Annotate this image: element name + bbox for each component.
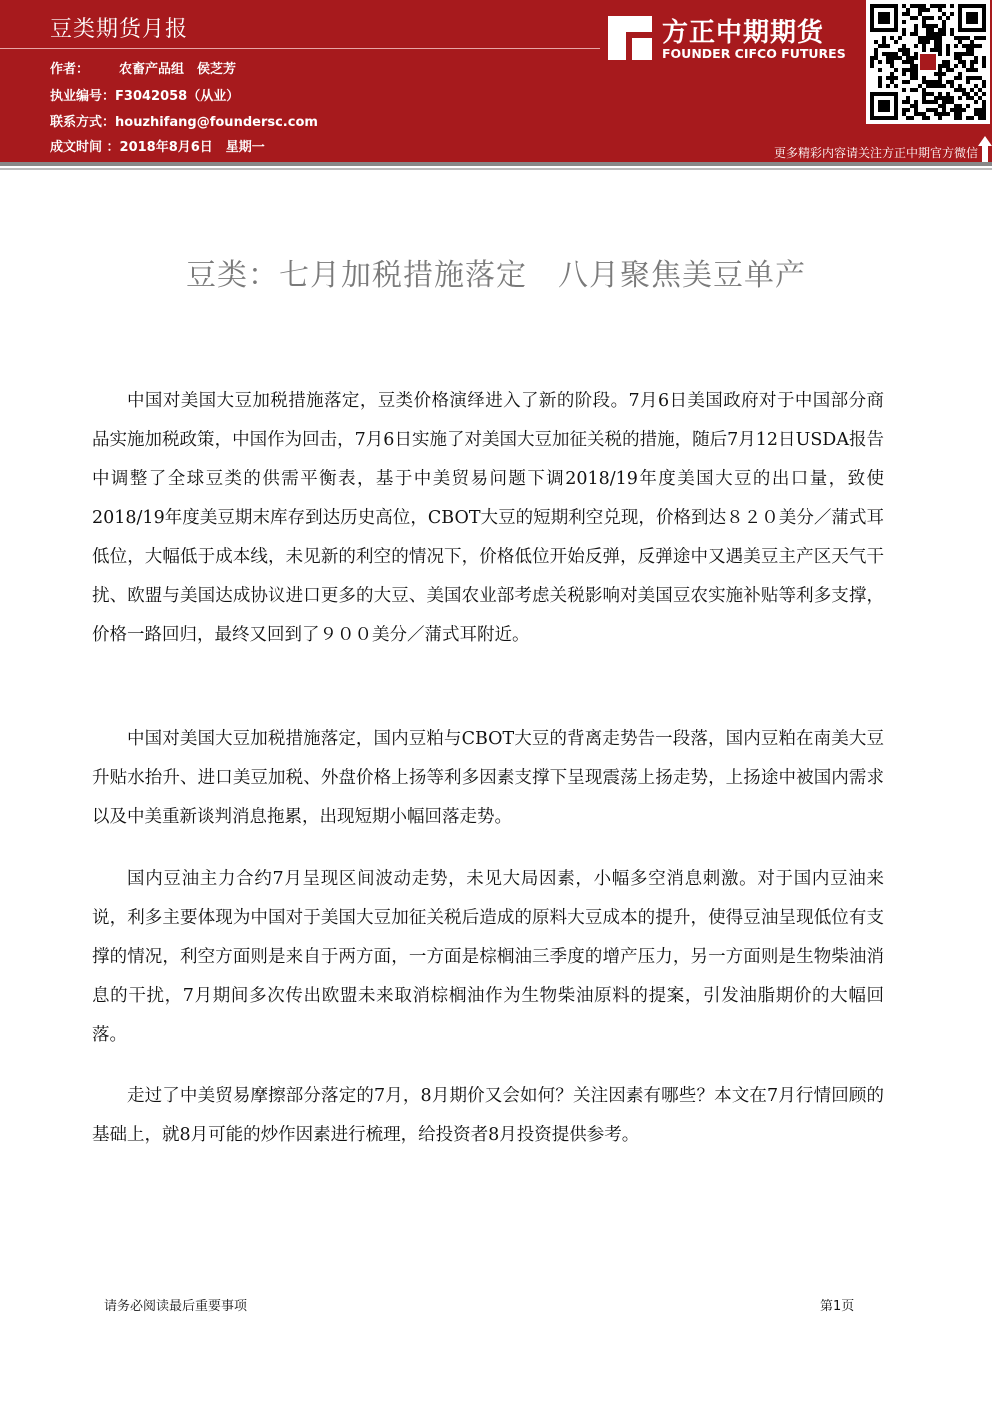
paragraph-3: 国内豆油主力合约7月呈现区间波动走势，未见大局因素，小幅多空消息刺激。对于国内豆油来说，利多主要体现为中国对于美国大豆加征关税后造成的原料大豆成本的提升，使得豆油呈现低位有支撑的情况，利空方面则是来自于两方面，一方面是棕榈油三季度的增产压力，另一方面则是生物柴油消息的干扰，7月期间多次传出欧盟未来取消棕榈油作为生物柴油原料的提案，引发油脂期价的大幅回落。 <box>92 869 884 1045</box>
author-value: 农畜产品组 侯芝芳 <box>119 62 237 77</box>
date-value: 2018年8月6日 星期一 <box>119 140 265 155</box>
license-label: 执业编号： <box>50 89 116 104</box>
report-header <box>0 0 992 162</box>
paragraph-1: 中国对美国大豆加税措施落定，豆类价格演绎进入了新的阶段。7月6日美国政府对于中国部分商品实施加税政策，中国作为回击，7月6日实施了对美国大豆加征关税的措施，随后7月12日USDA报告中调整了全球豆类的供需平衡表，基于中美贸易问题下调2018/19年度美国大豆的出口量，致使2018/19年度美豆期末库存到达历史高位，CBOT大豆的短期利空兑现，价格到达８２０美分／蒲式耳低位，大幅低于成本线，未见新的利空的情况下，价格低位开始反弹，反弹途中又遇美豆主产区天气干扰、欧盟与美国达成协议进口更多的大豆、美国农业部考虑关税影响对美国豆农实施补贴等利多支撑，价格一路回归，最终又回到了９００美分／蒲式耳附近。 <box>92 391 884 645</box>
wechat-qr-code <box>866 0 990 124</box>
author-row <box>50 58 236 77</box>
paragraph-4: 走过了中美贸易摩擦部分落定的7月，8月期价又会如何？关注因素有哪些？本文在7月行情回顾的基础上，就8月可能的炒作因素进行梳理，给投资者8月投资提供参考。 <box>92 1086 884 1145</box>
arrow-up-icon <box>978 136 992 162</box>
founder-logo-icon <box>604 12 656 64</box>
author-label: 作者： <box>50 62 90 77</box>
date-label: 成文时间 ： <box>50 140 120 155</box>
header-bottom-rule-thin <box>0 168 992 170</box>
paragraph-2: 中国对美国大豆加税措施落定，国内豆粕与CBOT大豆的背离走势告一段落，国内豆粕在南美大豆升贴水抬升、进口美豆加税、外盘价格上扬等利多因素支撑下呈现震荡上扬走势，上扬途中被国内需求以及中美重新谈判消息拖累，出现短期小幅回落走势。 <box>92 729 884 827</box>
logo-chinese-name: 方正中期期货 <box>662 18 825 48</box>
license-value: F3042058（从业） <box>115 89 240 104</box>
header-divider <box>0 48 600 49</box>
report-title: 豆类：七月加税措施落定 八月聚焦美豆单产 <box>186 258 806 293</box>
header-bottom-rule <box>0 162 992 166</box>
contact-row <box>50 111 318 130</box>
report-series-title: 豆类期货月报 <box>50 17 189 42</box>
qr-code-icon <box>866 0 990 124</box>
company-logo <box>598 6 866 106</box>
contact-value: houzhifang@foundersc.com <box>115 115 318 130</box>
page-number: 第1页 <box>820 1299 855 1314</box>
license-row <box>50 85 239 104</box>
footer-notice: 请务必阅读最后重要事项 <box>104 1299 248 1314</box>
follow-wechat-text: 更多精彩内容请关注方正中期官方微信 <box>773 146 978 160</box>
contact-label: 联系方式： <box>50 115 116 130</box>
logo-english-name: FOUNDER CIFCO FUTURES <box>662 46 846 61</box>
date-row <box>50 136 265 155</box>
